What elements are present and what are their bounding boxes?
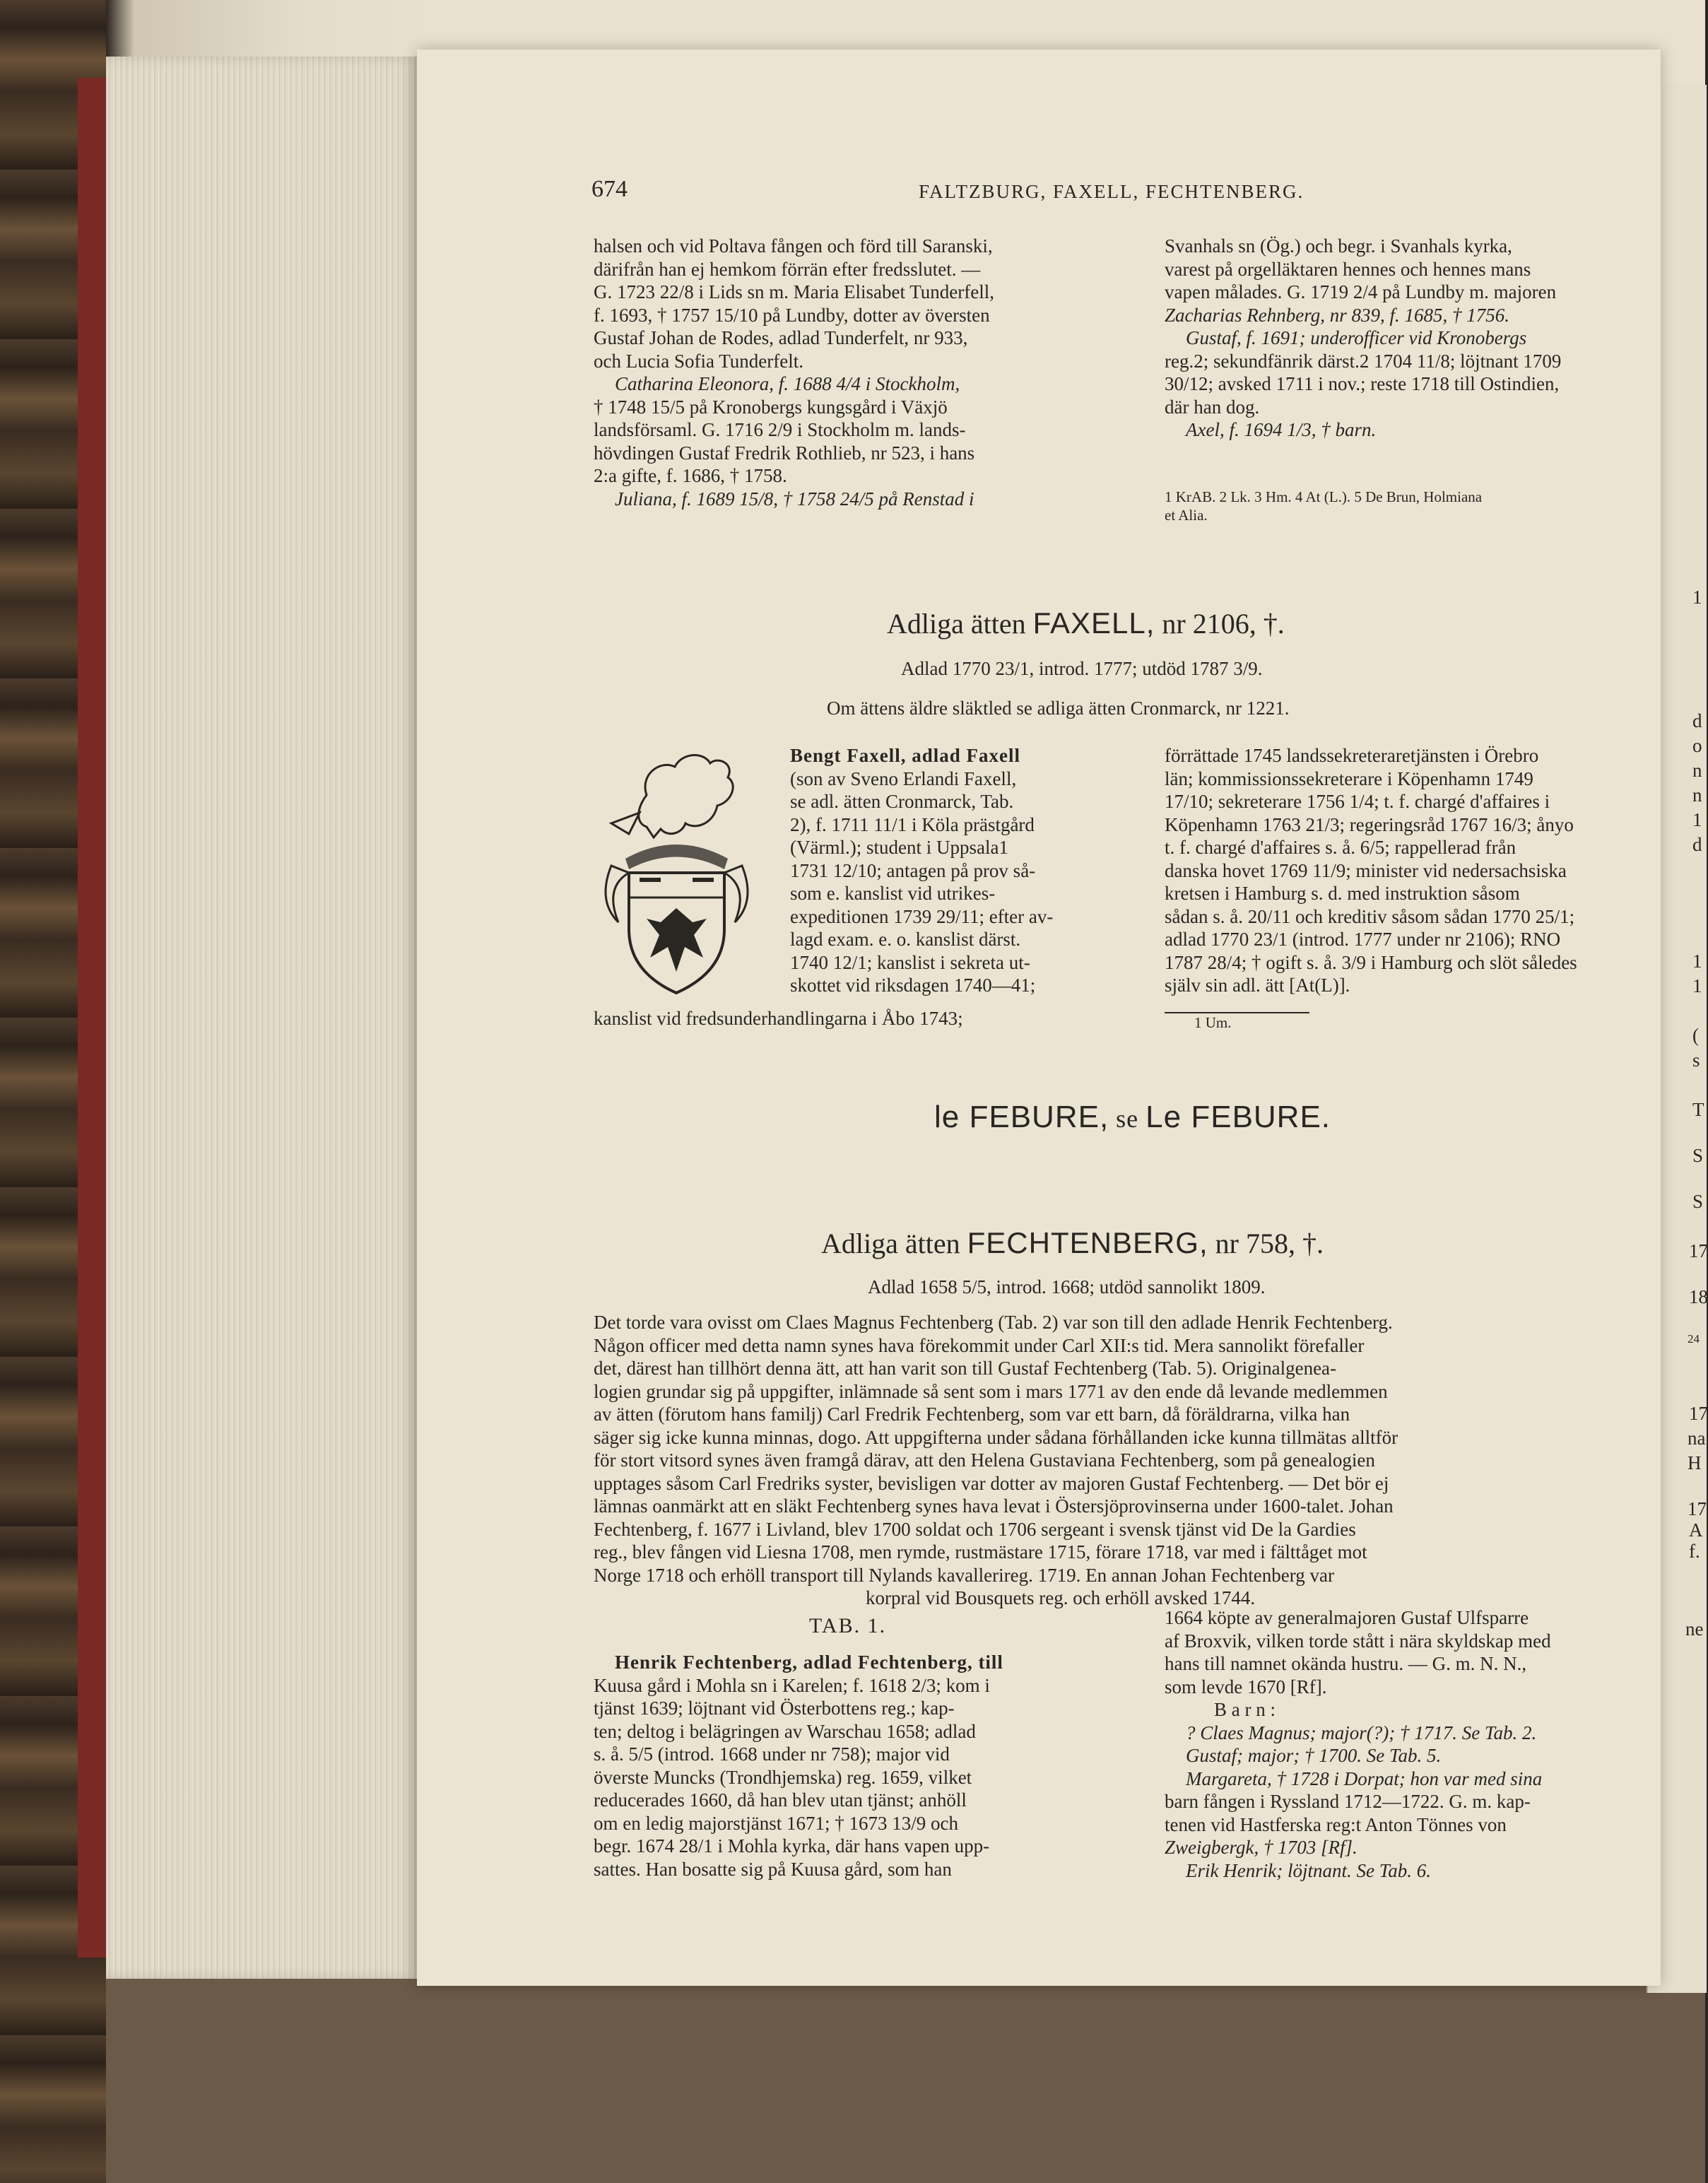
next-page-fragment: S — [1692, 1145, 1704, 1166]
text-line: se adl. ätten Cronmarck, Tab. — [790, 791, 1014, 812]
next-page-fragment: ne — [1685, 1618, 1704, 1640]
next-page-fragment: n — [1692, 784, 1702, 806]
text-line: och Lucia Sofia Tunderfelt. — [594, 350, 803, 372]
text-line: af Broxvik, vilken torde stått i nära skyldskap med — [1165, 1630, 1551, 1652]
text-line: (Värml.); student i Uppsala1 — [790, 837, 1008, 858]
text-line: 1731 12/10; antagen på prov så- — [790, 859, 1036, 881]
footnote-line: et Alia. — [1165, 507, 1208, 524]
text-line: därifrån han ej hemkom förrän efter fredsslutet. — — [594, 258, 981, 280]
text-line: där han dog. — [1165, 396, 1260, 418]
spine-edge — [78, 78, 106, 1958]
text-line: 1664 köpte av generalmajoren Gustaf Ulfsparre — [1165, 1607, 1529, 1628]
text-line: reg.2; sekundfänrik därst.2 1704 11/8; löjtnant 1709 — [1165, 350, 1562, 372]
heading-suffix: nr 758, †. — [1208, 1228, 1324, 1259]
barn-label: B a r n : — [1214, 1699, 1276, 1720]
febure-crossref — [934, 1099, 1331, 1137]
text-line: 1787 28/4; † ogift s. å. 3/9 i Hamburg och slöt således — [1165, 951, 1577, 973]
next-page-fragment: d — [1692, 710, 1702, 731]
text-line: G. 1723 22/8 i Lids sn m. Maria Elisabet Tunderfell, — [594, 281, 994, 302]
text-line: Henrik Fechtenberg, adlad Fechtenberg, till — [615, 1652, 1003, 1673]
next-page-fragment: o — [1692, 735, 1702, 756]
faxell-note: Om ättens äldre släktled se adliga ätten Cronmarck, nr 1221. — [827, 698, 1290, 719]
child-line: Gustaf; major; † 1700. Se Tab. 5. — [1186, 1745, 1442, 1766]
text-line: reducerades 1660, då han blev utan tjänst; anhöll — [594, 1789, 967, 1811]
tab-right-column — [1165, 1606, 1645, 1882]
text-line: varest på orgelläktaren hennes och hennes mans — [1165, 258, 1531, 280]
febure-se: se — [1109, 1105, 1146, 1133]
text-line: Catharina Eleonora, f. 1688 4/4 i Stockholm, — [615, 373, 960, 394]
tab-label: TAB. 1. — [809, 1614, 887, 1637]
next-page-fragment: H — [1688, 1452, 1702, 1473]
text-line: Bengt Faxell, adlad Faxell — [790, 745, 1020, 766]
next-page-fragment: 17 — [1689, 1403, 1708, 1424]
coat-of-arms-icon — [597, 746, 756, 996]
heading-suffix: nr 2106, †. — [1155, 608, 1285, 640]
faxell-footnote: 1 Um. — [1194, 1014, 1232, 1031]
next-page-fragment: 24 — [1688, 1332, 1700, 1346]
text-line: Juliana, f. 1689 15/8, † 1758 24/5 på Renstad i — [615, 488, 974, 510]
text-line: Norge 1718 och erhöll transport till Nylands kavallerireg. 1719. En annan Johan Fechtenberg var — [594, 1564, 1334, 1586]
child-line: Erik Henrik; löjtnant. Se Tab. 6. — [1186, 1859, 1431, 1881]
next-page-fragment: ( — [1692, 1025, 1699, 1046]
text-line: sattes. Han bosatte sig på Kuusa gård, som han — [594, 1858, 952, 1880]
text-line: överste Muncks (Trondhjemska) reg. 1659, vilket — [594, 1766, 972, 1788]
text-line: Axel, f. 1694 1/3, † barn. — [1186, 419, 1377, 440]
heading-prefix: Adliga ätten — [887, 608, 1033, 640]
text-line: begr. 1674 28/1 i Mohla kyrka, där hans vapen upp- — [594, 1835, 990, 1857]
text-line: av ätten (förutom hans familj) Carl Fredrik Fechtenberg, som var ett barn, då föräldrarna, vilka han — [594, 1404, 1350, 1425]
text-line: Det torde vara ovisst om Claes Magnus Fechtenberg (Tab. 2) var son till den adlade Henrik Fechtenberg. — [594, 1312, 1393, 1333]
text-line: vapen målades. G. 1719 2/4 på Lundby m. majoren — [1165, 281, 1557, 302]
text-line: om en ledig majorstjänst 1671; † 1673 13/9 och — [594, 1812, 958, 1834]
faxell-heading — [887, 606, 1285, 641]
top-right-footnote — [1165, 488, 1645, 524]
text-line: 17/10; sekreterare 1756 1/4; t. f. chargé d'affaires i — [1165, 791, 1550, 812]
next-page-fragment: d — [1692, 834, 1702, 855]
text-line: Fechtenberg, f. 1677 i Livland, blev 1700 soldat och 1706 sergeant i svensk tjänst vid De la Gardies — [594, 1518, 1356, 1540]
top-left-column — [594, 235, 1117, 510]
text-line: Någon officer med detta namn synes hava förekommit under Carl XII:s tid. Mera sannolikt förefaller — [594, 1334, 1365, 1356]
text-line: hövdingen Gustaf Fredrik Rothlieb, nr 523, i hans — [594, 442, 975, 464]
text-line: själv sin adl. ätt [At(L)]. — [1165, 975, 1350, 996]
text-line: säger sig icke kunna minnas, dogo. Att uppgifterna under sådana förhållanden icke kunna tillmätas alltför — [594, 1426, 1398, 1448]
text-line: logien grundar sig på uppgifter, inlämnade så sent som i mars 1771 av den ende då levande medlemmen — [594, 1380, 1388, 1402]
child-line: Zweigbergk, † 1703 [Rf]. — [1165, 1837, 1357, 1858]
text-line: danska hovet 1769 11/9; minister vid nedersachsiska — [1165, 859, 1567, 881]
footnote-rule — [1165, 1012, 1309, 1013]
footnote-line: 1 KrAB. 2 Lk. 3 Hm. 4 At (L.). 5 De Brun, Holmiana — [1165, 488, 1483, 505]
text-line: 2:a gifte, f. 1686, † 1758. — [594, 465, 787, 486]
faxell-left-last: kanslist vid fredsunderhandlingarna i Åbo 1743; — [594, 1008, 963, 1029]
tab-left-column — [594, 1651, 1117, 1881]
faxell-right-column — [1165, 744, 1645, 997]
page-stack — [106, 57, 417, 1979]
heading-prefix: Adliga ätten — [821, 1228, 967, 1259]
page-number: 674 — [591, 176, 628, 202]
text-line: 1740 12/1; kanslist i sekreta ut- — [790, 951, 1030, 973]
family-name: FECHTENBERG, — [967, 1226, 1208, 1259]
next-page-fragment: na — [1688, 1428, 1706, 1449]
next-page-fragment: s — [1692, 1049, 1700, 1071]
fechtenberg-heading — [821, 1226, 1324, 1261]
book-bottom-edge — [106, 1979, 1705, 2183]
text-line: det, därest han tillhört denna ätt, att han varit son till Gustaf Fechtenberg (Tab. 5). Originalgenea- — [594, 1358, 1337, 1379]
fechtenberg-intro — [594, 1311, 1647, 1587]
fechtenberg-intro-last: korpral vid Bousquets reg. och erhöll avsked 1744. — [866, 1587, 1256, 1608]
family-name: FAXELL, — [1032, 606, 1155, 640]
next-page-fragment: 1 — [1692, 809, 1702, 830]
next-page-fragment: 1 — [1692, 951, 1702, 972]
fechtenberg-subheading: Adlad 1658 5/5, introd. 1668; utdöd sannolikt 1809. — [868, 1276, 1266, 1298]
faxell-subheading: Adlad 1770 23/1, introd. 1777; utdöd 1787 3/9. — [901, 658, 1263, 679]
text-line: som levde 1670 [Rf]. — [1165, 1676, 1327, 1697]
text-line: Kuusa gård i Mohla sn i Karelen; f. 1618 2/3; kom i — [594, 1674, 990, 1696]
text-line: 30/12; avsked 1711 i nov.; reste 1718 till Ostindien, — [1165, 373, 1560, 394]
next-page-fragment: 1 — [1692, 975, 1702, 996]
child-line: barn fången i Ryssland 1712—1722. G. m. kap- — [1165, 1791, 1531, 1812]
text-line: som e. kanslist vid utrikes- — [790, 883, 996, 904]
text-line: reg., blev fången vid Liesna 1708, men rymde, rustmästare 1715, förare 1718, var med i fälttåget mot — [594, 1541, 1367, 1563]
text-line: sådan s. å. 20/11 och kreditiv såsom sådan 1770 25/1; — [1165, 905, 1575, 927]
next-page-fragment: 1 — [1692, 587, 1702, 608]
text-line: landsförsaml. G. 1716 2/9 i Stockholm m. lands- — [594, 419, 966, 440]
text-line: Gustaf Johan de Rodes, adlad Tunderfelt, nr 933, — [594, 327, 968, 348]
faxell-left-column — [790, 744, 1122, 997]
next-page-fragment: 18 — [1689, 1286, 1708, 1307]
text-line: upptages såsom Carl Fredriks syster, bevisligen var dotter av majoren Gustaf Fechtenberg. — Det bör ej — [594, 1472, 1389, 1494]
next-page-fragment: f. — [1689, 1541, 1700, 1562]
text-line: hans till namnet okända hustru. — G. m. N. N., — [1165, 1653, 1527, 1674]
child-line: Margareta, † 1728 i Dorpat; hon var med sina — [1186, 1767, 1543, 1789]
text-line: halsen och vid Poltava fången och förd till Saranski, — [594, 235, 993, 257]
next-page-fragment: 17 — [1688, 1498, 1707, 1519]
text-line: (son av Sveno Erlandi Faxell, — [790, 767, 1017, 789]
next-page-fragment: 17 — [1689, 1240, 1708, 1261]
text-line: f. 1693, † 1757 15/10 på Lundby, dotter av översten — [594, 304, 990, 326]
text-line: ten; deltog i belägringen av Warschau 1658; adlad — [594, 1720, 976, 1742]
text-line: län; kommissionssekreterare i Köpenhamn 1749 — [1165, 767, 1533, 789]
next-page-fragment: A — [1689, 1519, 1703, 1541]
text-line: Svanhals sn (Ög.) och begr. i Svanhals kyrka, — [1165, 235, 1512, 257]
text-line: 2), f. 1711 11/1 i Köla prästgård — [790, 813, 1035, 835]
text-line: lämnas oanmärkt att en släkt Fechtenberg synes hava levat i Östersjöprovinserna under 1600-talet. Johan — [594, 1495, 1394, 1517]
text-line: s. å. 5/5 (introd. 1668 under nr 758); major vid — [594, 1743, 950, 1765]
text-line: förrättade 1745 landssekreteraretjänsten i Örebro — [1165, 745, 1539, 766]
text-line: t. f. chargé d'affaires s. å. 6/5; rappellerad från — [1165, 837, 1516, 858]
text-line: skottet vid riksdagen 1740—41; — [790, 975, 1036, 996]
text-line: för stort vitsord synes även framgå därav, att den Helena Gustaviana Fechtenberg, som på genealogien — [594, 1449, 1375, 1471]
next-page-fragment: T — [1692, 1099, 1704, 1120]
text-line: lagd exam. e. o. kanslist därst. — [790, 929, 1021, 950]
running-head: FALTZBURG, FAXELL, FECHTENBERG. — [919, 181, 1304, 202]
text-line: tjänst 1639; löjtnant vid Österbottens reg.; kap- — [594, 1697, 955, 1719]
text-line: † 1748 15/5 på Kronobergs kungsgård i Växjö — [594, 396, 948, 418]
text-line: Gustaf, f. 1691; underofficer vid Kronobergs — [1186, 327, 1527, 348]
text-line: expeditionen 1739 29/11; efter av- — [790, 905, 1054, 927]
child-line: ? Claes Magnus; major(?); † 1717. Se Tab. 2. — [1186, 1722, 1537, 1743]
text-line: kretsen i Hamburg s. d. med instruktion såsom — [1165, 883, 1520, 904]
next-page-fragment: S — [1692, 1191, 1704, 1212]
febure-right: Le FEBURE. — [1145, 1100, 1331, 1134]
text-line: adlad 1770 23/1 (introd. 1777 under nr 2106); RNO — [1165, 929, 1561, 950]
text-line: Köpenhamn 1763 21/3; regeringsråd 1767 16/3; ånyo — [1165, 813, 1574, 835]
text-line: Zacharias Rehnberg, nr 839, f. 1685, † 1756. — [1165, 304, 1509, 326]
febure-left: le FEBURE, — [934, 1100, 1109, 1134]
next-page-fragment: n — [1692, 760, 1702, 781]
child-line: tenen vid Hastferska reg:t Anton Tönnes von — [1165, 1813, 1507, 1835]
top-right-column — [1165, 235, 1645, 442]
